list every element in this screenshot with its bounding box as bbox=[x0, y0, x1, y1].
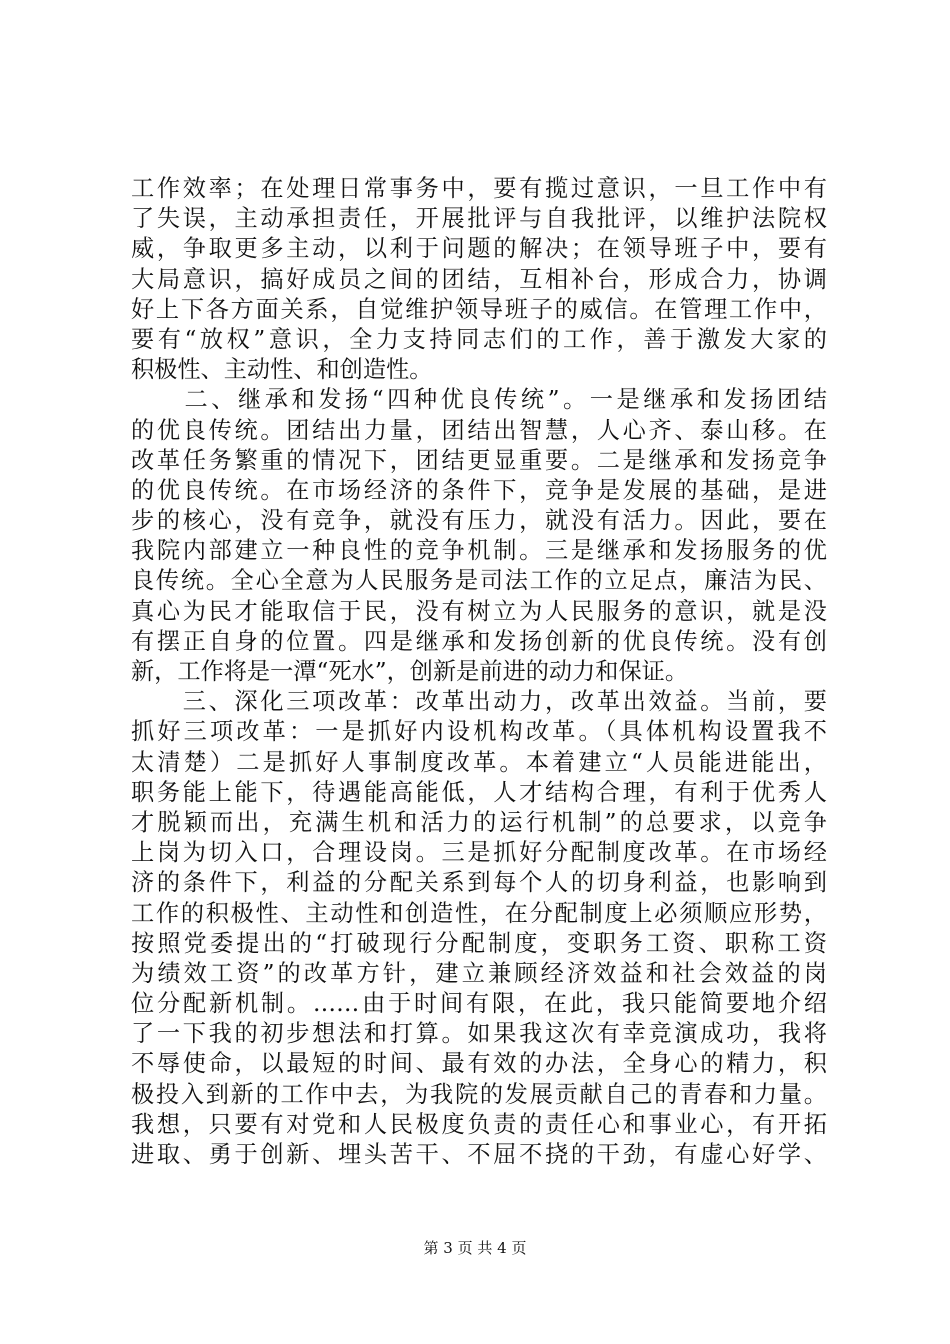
text-line: 新，工作将是一潭“死水”，创新是前进的动力和保证。 bbox=[131, 658, 689, 685]
text-line: 职务能上能下，待遇能高能低，人才结构合理，有利于优秀人 bbox=[131, 778, 827, 806]
document-body bbox=[131, 174, 827, 1170]
text-line: 了失误，主动承担责任，开展批评与自我批评，以维护法院权 bbox=[131, 205, 827, 233]
page-footer: 第 3 页 共 4 页 bbox=[423, 1239, 527, 1257]
text-line: 二、继承和发扬“四种优良传统”。一是继承和发扬团结 bbox=[131, 386, 827, 414]
text-line: 我想，只要有对党和人民极度负责的责任心和事业心，有开拓 bbox=[131, 1110, 827, 1138]
text-line: 良传统。全心全意为人民服务是司法工作的立足点，廉洁为民、 bbox=[131, 567, 827, 595]
text-line: 了一下我的初步想法和打算。如果我这次有幸竞演成功，我将 bbox=[131, 1020, 827, 1048]
text-line: 三、深化三项改革：改革出动力，改革出效益。当前，要 bbox=[131, 688, 827, 716]
text-line: 工作效率；在处理日常事务中，要有揽过意识，一旦工作中有 bbox=[131, 175, 827, 202]
text-line: 的优良传统。在市场经济的条件下，竞争是发展的基础，是进 bbox=[131, 476, 827, 504]
text-line: 积极性、主动性、和创造性。 bbox=[131, 356, 433, 384]
text-line: 按照党委提出的“打破现行分配制度，变职务工资、职称工资 bbox=[131, 929, 827, 957]
text-line: 极投入到新的工作中去，为我院的发展贡献自己的青春和力量。 bbox=[131, 1080, 827, 1108]
text-line: 的优良传统。团结出力量，团结出智慧，人心齐、泰山移。在 bbox=[131, 416, 827, 444]
text-line: 要有“放权”意识，全力支持同志们的工作，善于激发大家的 bbox=[131, 325, 827, 353]
text-line: 步的核心，没有竞争，就没有压力，就没有活力。因此，要在 bbox=[131, 507, 827, 535]
text-line: 济的条件下，利益的分配关系到每个人的切身利益，也影响到 bbox=[131, 869, 827, 897]
text-line: 大局意识，搞好成员之间的团结，互相补台，形成合力，协调 bbox=[131, 265, 827, 293]
text-line: 改革任务繁重的情况下，团结更显重要。二是继承和发扬竞争 bbox=[131, 446, 827, 474]
text-line: 位分配新机制。……由于时间有限，在此，我只能简要地介绍 bbox=[131, 990, 827, 1018]
text-line: 威，争取更多主动，以利于问题的解决；在领导班子中，要有 bbox=[131, 235, 827, 263]
text-line: 上岗为切入口，合理设岗。三是抓好分配制度改革。在市场经 bbox=[131, 839, 827, 867]
text-line: 为绩效工资”的改革方针，建立兼顾经济效益和社会效益的岗 bbox=[131, 959, 827, 987]
text-line: 真心为民才能取信于民，没有树立为人民服务的意识，就是没 bbox=[131, 597, 827, 625]
text-line: 才脱颖而出，充满生机和活力的运行机制”的总要求，以竞争 bbox=[131, 808, 827, 836]
text-line: 进取、勇于创新、埋头苦干、不屈不挠的干劲，有虚心好学、 bbox=[131, 1141, 827, 1168]
text-line: 太清楚）二是抓好人事制度改革。本着建立“人员能进能出， bbox=[131, 748, 827, 776]
text-line: 抓好三项改革：一是抓好内设机构改革。（具体机构设置我不 bbox=[131, 718, 827, 746]
text-line: 有摆正自身的位置。四是继承和发扬创新的优良传统。没有创 bbox=[131, 627, 827, 655]
text-line: 好上下各方面关系，自觉维护领导班子的威信。在管理工作中， bbox=[131, 295, 827, 323]
text-line: 工作的积极性、主动性和创造性，在分配制度上必须顺应形势， bbox=[131, 899, 827, 927]
text-line: 我院内部建立一种良性的竞争机制。三是继承和发扬服务的优 bbox=[131, 537, 827, 565]
text-line: 不辱使命，以最短的时间、最有效的办法，全身心的精力，积 bbox=[131, 1050, 827, 1078]
